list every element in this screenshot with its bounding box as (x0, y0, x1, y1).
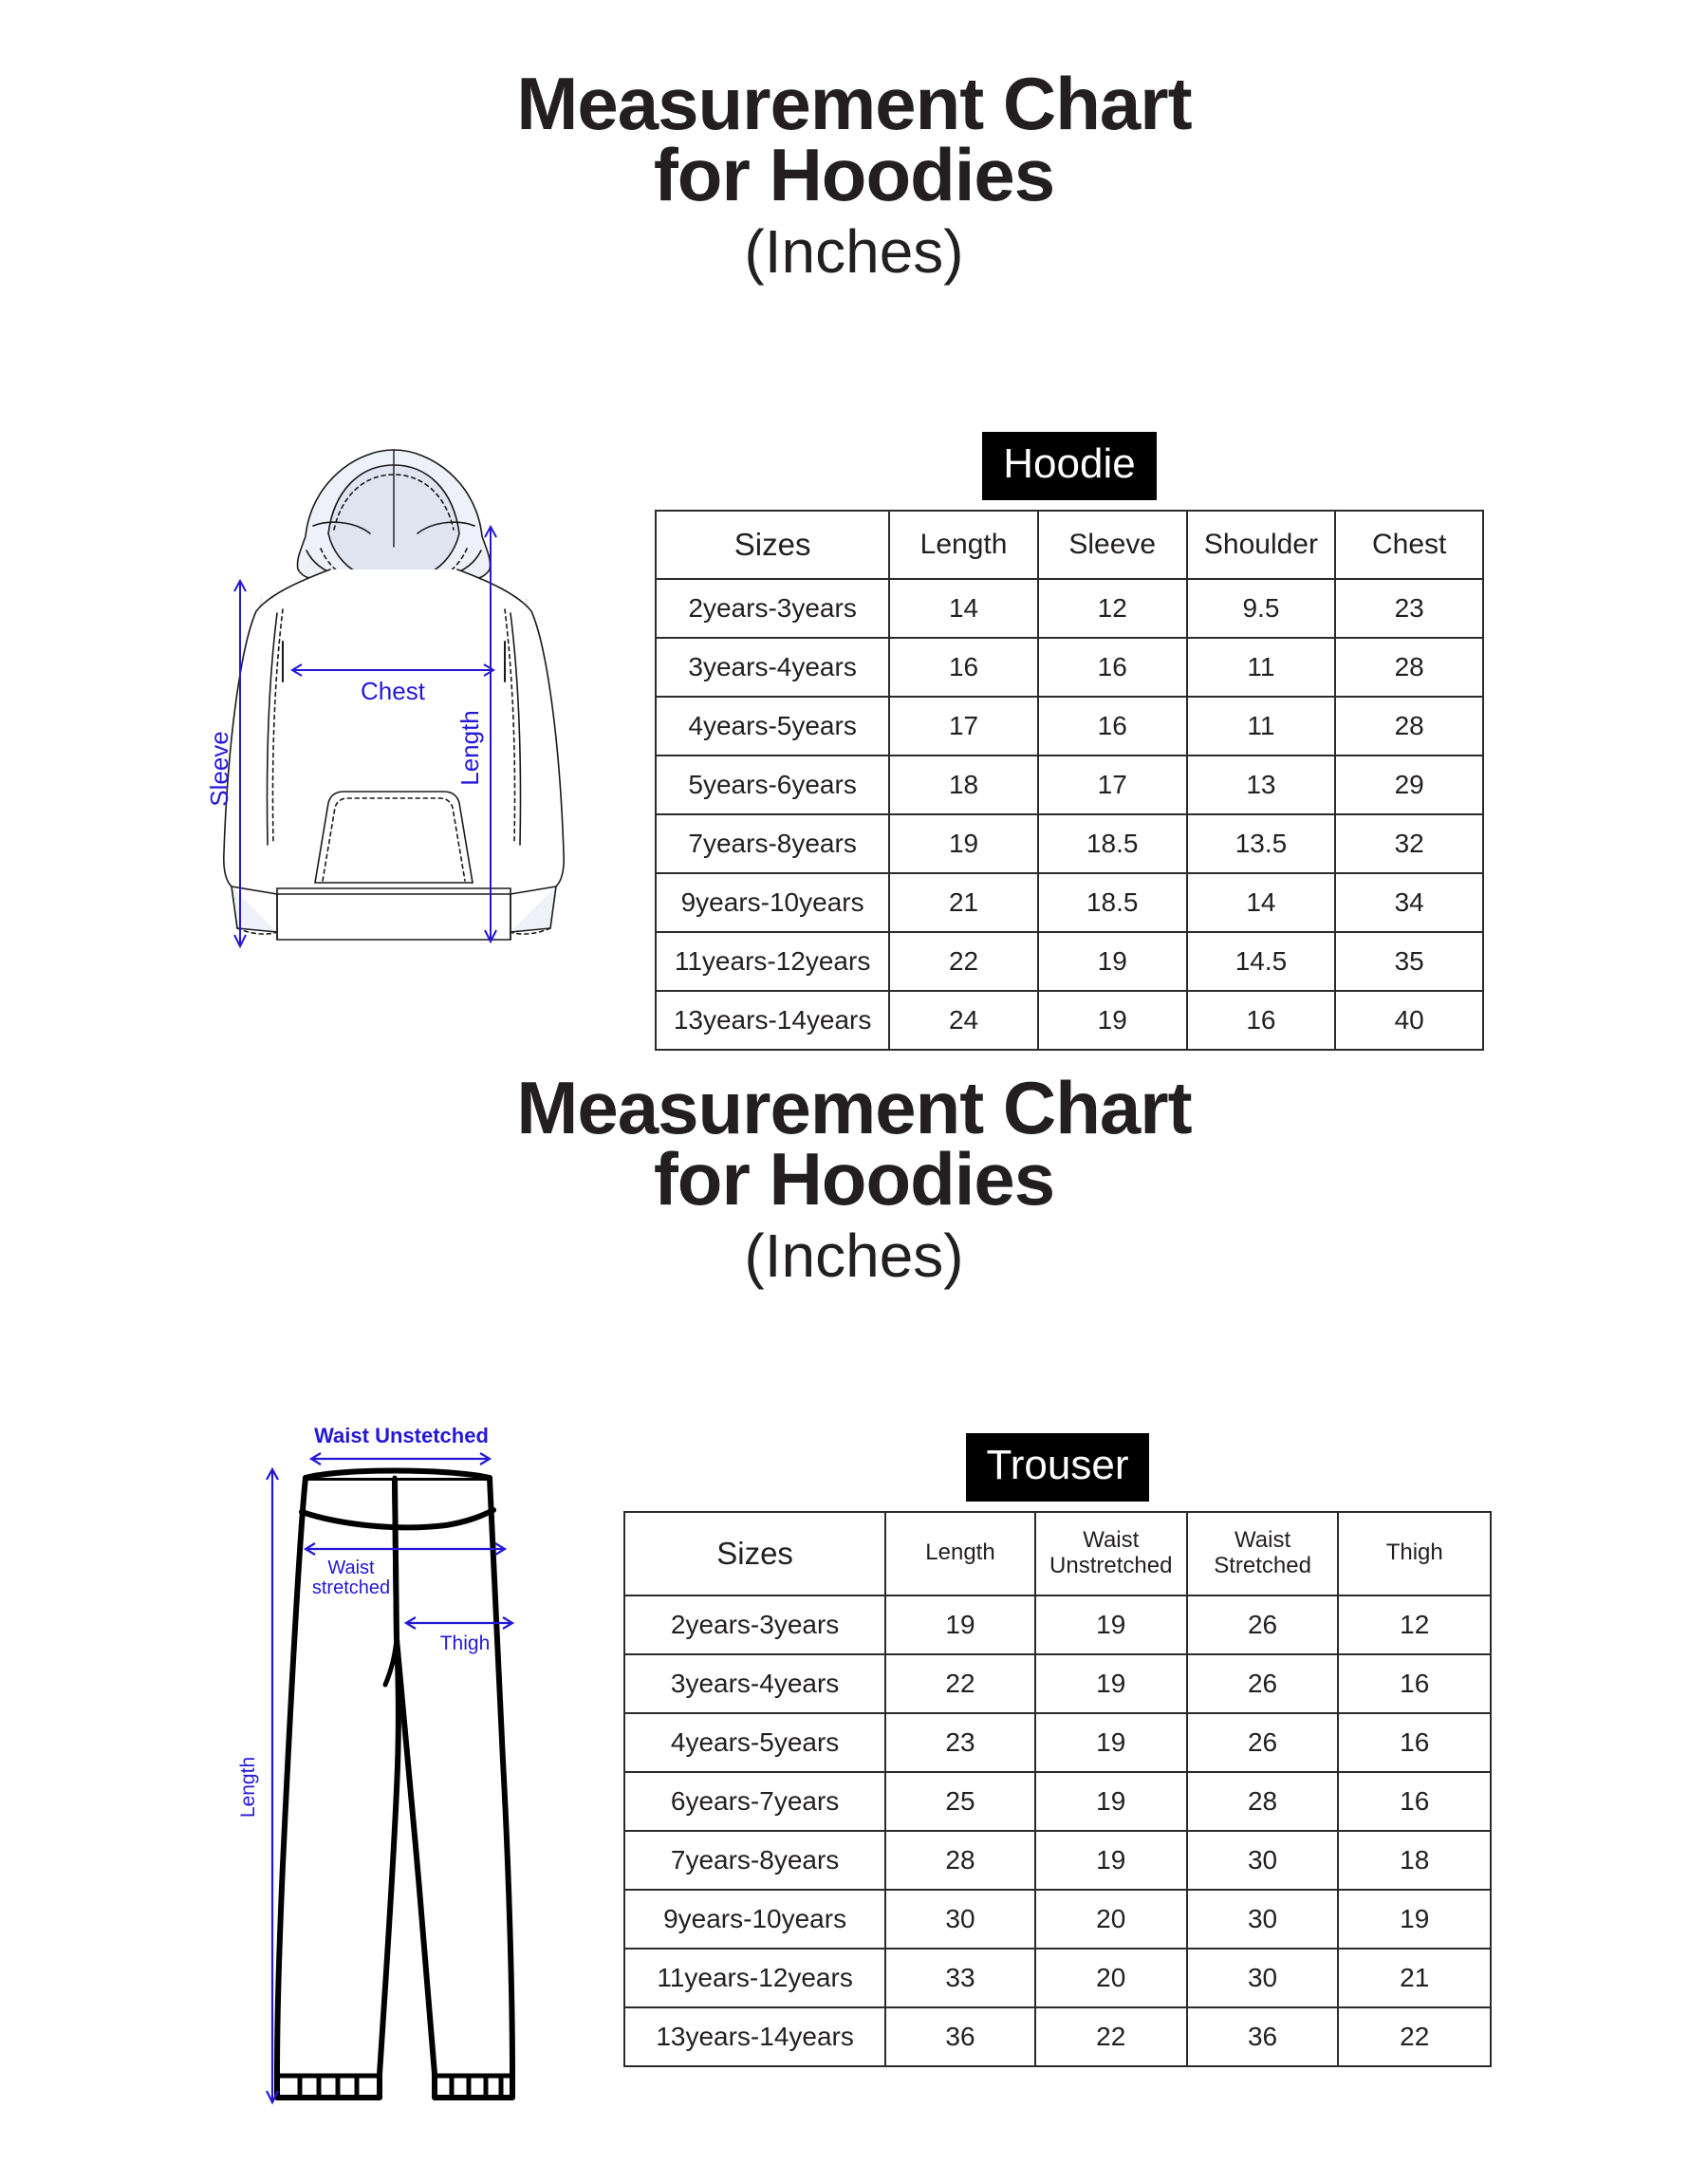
cell-chest: 40 (1335, 991, 1483, 1050)
cell-thigh: 19 (1338, 1890, 1491, 1949)
cell-length: 23 (885, 1713, 1035, 1772)
cell-length: 28 (885, 1831, 1035, 1890)
cell-chest: 28 (1335, 638, 1483, 697)
cell-length: 33 (885, 1949, 1035, 2007)
cell-length: 22 (885, 1654, 1035, 1713)
col-waist-stretched-line1: Waist (1235, 1527, 1291, 1553)
cell-chest: 32 (1335, 814, 1483, 873)
cell-waist-unstretched: 19 (1035, 1595, 1187, 1654)
hoodie-title-unit: (Inches) (744, 216, 964, 286)
table-row (656, 932, 1483, 991)
cell-size: 4years-5years (624, 1713, 885, 1772)
cell-waist-stretched: 26 (1187, 1654, 1339, 1713)
cell-size: 4years-5years (656, 697, 889, 756)
table-row (624, 1831, 1491, 1890)
cell-sleeve: 19 (1038, 932, 1187, 991)
hoodie-col-chest: Chest (1335, 511, 1483, 579)
trouser-illustration (228, 1419, 560, 2121)
cell-shoulder: 13 (1187, 756, 1336, 814)
hoodie-col-sleeve: Sleeve (1038, 511, 1187, 579)
cell-length: 22 (889, 932, 1038, 991)
cell-size: 3years-4years (656, 638, 889, 697)
cell-thigh: 18 (1338, 1831, 1491, 1890)
cell-chest: 23 (1335, 579, 1483, 638)
cell-waist-stretched: 28 (1187, 1772, 1339, 1831)
cell-waist-stretched: 30 (1187, 1949, 1339, 2007)
cell-sleeve: 16 (1038, 638, 1187, 697)
trouser-waist-stretched-label-line2: stretched (311, 1577, 391, 1598)
cell-length: 19 (889, 814, 1038, 873)
table-row (624, 2007, 1491, 2066)
cell-shoulder: 9.5 (1187, 579, 1336, 638)
trouser-waist-unstretched-label: Waist Unstetched (314, 1424, 489, 1447)
cell-sleeve: 18.5 (1038, 814, 1187, 873)
trouser-thigh-label: Thigh (439, 1633, 491, 1654)
hoodie-table-header-row (656, 511, 1483, 579)
cell-length: 25 (885, 1772, 1035, 1831)
cell-chest: 34 (1335, 873, 1483, 932)
hoodie-title-block (0, 62, 1708, 286)
hoodie-col-length: Length (889, 511, 1038, 579)
trouser-title-block (0, 1066, 1708, 1290)
trouser-length-label: Length (237, 1756, 259, 1819)
hoodie-size-table (655, 510, 1484, 1051)
table-row (656, 756, 1483, 814)
trouser-waist-stretched-label-line1: Waist (327, 1558, 375, 1578)
cell-waist-stretched: 30 (1187, 1831, 1339, 1890)
cell-size: 11years-12years (656, 932, 889, 991)
table-row (624, 1949, 1491, 2007)
hoodie-badge-wrap (655, 432, 1484, 500)
trouser-table-header-row (624, 1512, 1491, 1595)
table-row (656, 638, 1483, 697)
table-row (656, 814, 1483, 873)
cell-size: 5years-6years (656, 756, 889, 814)
cell-length: 36 (885, 2007, 1035, 2066)
cell-chest: 35 (1335, 932, 1483, 991)
hoodie-title-line2: for Hoodies (653, 132, 1055, 216)
cell-size: 7years-8years (624, 1831, 885, 1890)
cell-waist-unstretched: 19 (1035, 1772, 1187, 1831)
cell-length: 16 (889, 638, 1038, 697)
col-waist-unstretched-line1: Waist (1083, 1527, 1140, 1553)
cell-thigh: 22 (1338, 2007, 1491, 2066)
trouser-title-line2: for Hoodies (653, 1136, 1055, 1221)
cell-size: 13years-14years (624, 2007, 885, 2066)
trouser-col-thigh: Thigh (1338, 1512, 1491, 1595)
hoodie-illustration (171, 408, 617, 1025)
hoodie-chest-label: Chest (361, 677, 425, 705)
cell-chest: 28 (1335, 697, 1483, 756)
cell-shoulder: 13.5 (1187, 814, 1336, 873)
cell-shoulder: 14.5 (1187, 932, 1336, 991)
trouser-col-length: Length (885, 1512, 1035, 1595)
cell-size: 13years-14years (656, 991, 889, 1050)
cell-shoulder: 11 (1187, 697, 1336, 756)
trouser-col-waist-unstretched (1035, 1512, 1187, 1595)
cell-waist-stretched: 26 (1187, 1713, 1339, 1772)
cell-waist-unstretched: 19 (1035, 1713, 1187, 1772)
cell-thigh: 16 (1338, 1713, 1491, 1772)
cell-size: 9years-10years (624, 1890, 885, 1949)
cell-length: 30 (885, 1890, 1035, 1949)
cell-thigh: 16 (1338, 1772, 1491, 1831)
cell-sleeve: 19 (1038, 991, 1187, 1050)
trouser-table-wrap (623, 1511, 1492, 2067)
cell-length: 24 (889, 991, 1038, 1050)
table-row (656, 991, 1483, 1050)
trouser-title-line1: Measurement Chart (516, 1066, 1192, 1149)
cell-size: 11years-12years (624, 1949, 885, 2007)
trouser-title-unit: (Inches) (744, 1221, 964, 1290)
trouser-col-sizes: Sizes (624, 1512, 885, 1595)
cell-length: 14 (889, 579, 1038, 638)
cell-waist-unstretched: 19 (1035, 1654, 1187, 1713)
cell-length: 17 (889, 697, 1038, 756)
col-waist-stretched-line2: Stretched (1214, 1552, 1311, 1578)
cell-waist-unstretched: 19 (1035, 1831, 1187, 1890)
cell-waist-unstretched: 20 (1035, 1949, 1187, 2007)
cell-length: 18 (889, 756, 1038, 814)
cell-thigh: 16 (1338, 1654, 1491, 1713)
cell-chest: 29 (1335, 756, 1483, 814)
table-row (624, 1595, 1491, 1654)
table-row (656, 697, 1483, 756)
hoodie-col-sizes: Sizes (656, 511, 889, 579)
cell-size: 2years-3years (656, 579, 889, 638)
trouser-badge: Trouser (966, 1433, 1150, 1502)
table-row (624, 1654, 1491, 1713)
cell-length: 19 (885, 1595, 1035, 1654)
hoodie-length-label: Length (455, 710, 484, 786)
cell-shoulder: 16 (1187, 991, 1336, 1050)
trouser-col-waist-stretched (1187, 1512, 1339, 1595)
cell-sleeve: 17 (1038, 756, 1187, 814)
col-waist-unstretched-line2: Unstretched (1049, 1552, 1173, 1578)
hoodie-badge: Hoodie (982, 432, 1156, 500)
table-row (624, 1772, 1491, 1831)
trouser-badge-wrap (623, 1433, 1492, 1502)
cell-waist-stretched: 26 (1187, 1595, 1339, 1654)
cell-shoulder: 11 (1187, 638, 1336, 697)
cell-thigh: 21 (1338, 1949, 1491, 2007)
table-row (624, 1890, 1491, 1949)
cell-sleeve: 18.5 (1038, 873, 1187, 932)
cell-waist-unstretched: 20 (1035, 1890, 1187, 1949)
cell-thigh: 12 (1338, 1595, 1491, 1654)
hoodie-col-shoulder: Shoulder (1187, 511, 1336, 579)
table-row (656, 579, 1483, 638)
cell-sleeve: 16 (1038, 697, 1187, 756)
cell-size: 3years-4years (624, 1654, 885, 1713)
trouser-size-table (623, 1511, 1492, 2067)
table-row (656, 873, 1483, 932)
cell-waist-unstretched: 22 (1035, 2007, 1187, 2066)
cell-size: 7years-8years (656, 814, 889, 873)
cell-size: 2years-3years (624, 1595, 885, 1654)
cell-sleeve: 12 (1038, 579, 1187, 638)
hoodie-title-line1: Measurement Chart (516, 62, 1192, 145)
cell-waist-stretched: 36 (1187, 2007, 1339, 2066)
hoodie-table-wrap (655, 510, 1484, 1051)
table-row (624, 1713, 1491, 1772)
cell-waist-stretched: 30 (1187, 1890, 1339, 1949)
cell-length: 21 (889, 873, 1038, 932)
cell-size: 9years-10years (656, 873, 889, 932)
hoodie-sleeve-label: Sleeve (205, 731, 233, 807)
cell-size: 6years-7years (624, 1772, 885, 1831)
cell-shoulder: 14 (1187, 873, 1336, 932)
